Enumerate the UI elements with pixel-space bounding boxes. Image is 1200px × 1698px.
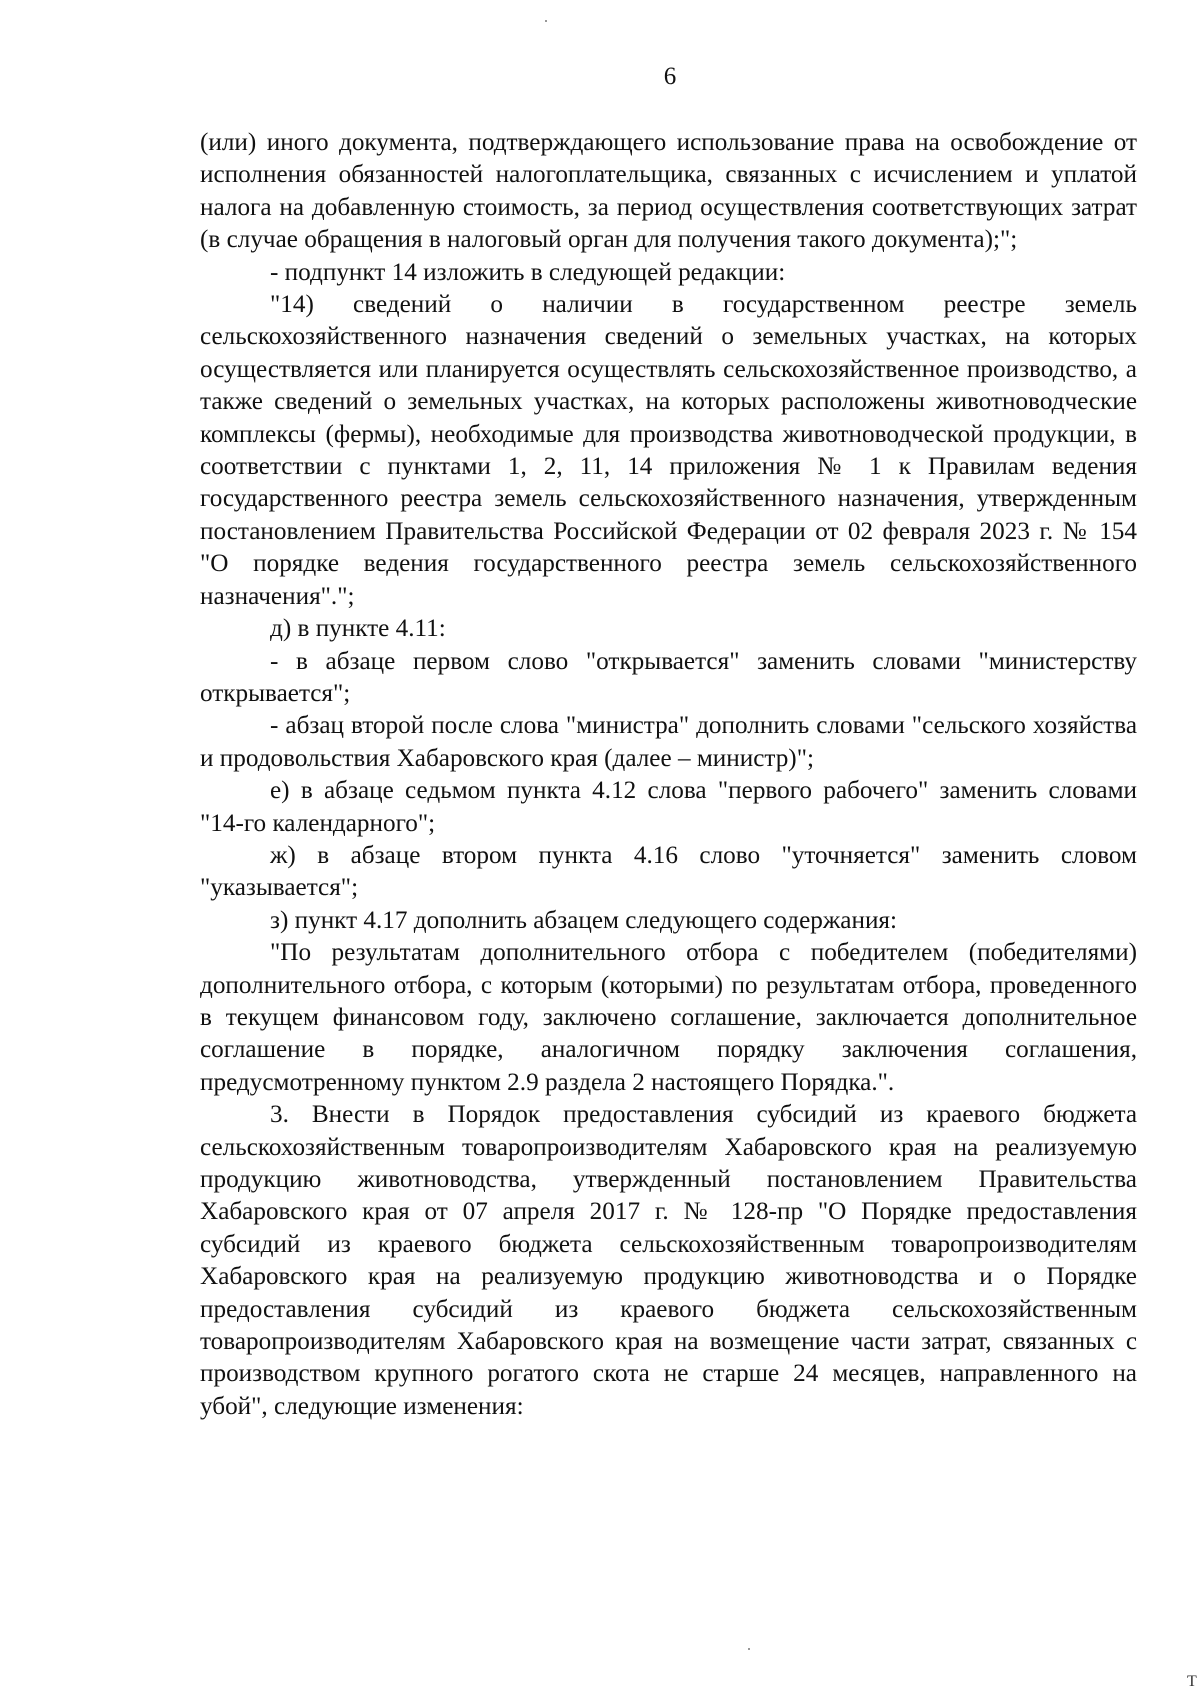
paragraph: з) пункт 4.17 дополнить абзацем следующего содержания:	[270, 906, 898, 934]
scan-speck	[748, 1648, 750, 1650]
document-body	[200, 127, 1137, 1423]
paragraph: д) в пункте 4.11:	[270, 615, 446, 643]
corner-mark: Т	[1187, 1673, 1197, 1690]
paragraph: (или) иного документа, подтверждающего использование права на освобождение от исполнения обязанностей налогоплательщика, связанных с исчислением и уплатой налога на добавленную стоимость, за период осуществления соответствующих затрат (в случае обращения в налоговый орган для получения такого документа);";	[200, 129, 1137, 254]
paragraph: ж) в абзаце втором пункта 4.16 слово "уточняется" заменить словом "указывается";	[200, 841, 1137, 902]
paragraph: "14) сведений о наличии в государственном реестре земель сельскохозяйственного назначения сведений о земельных участках, на которых осуществляется или планируется осуществлять сельскохозяйственное производство, а также сведений о земельных участках, на которых расположены животноводческие комплексы (фермы), необходимые для производства животноводческой продукции, в соответствии с пунктами 1, 2, 11, 14 приложения № 1 к Правилам ведения государственного реестра земель сельскохозяйственного назначения, утвержденным постановлением Правительства Российской Федерации от 02 февраля 2023 г. № 154 "О порядке ведения государственного реестра земель сельскохозяйственного назначения".";	[200, 291, 1137, 610]
paragraph: - абзац второй после слова "министра" дополнить словами "сельского хозяйства и продовольствия Хабаровского края (далее – министр)";	[200, 712, 1137, 772]
paragraph: - в абзаце первом слово "открывается" заменить словами "министерству открывается";	[200, 647, 1137, 707]
paragraph: "По результатам дополнительного отбора с победителем (победителями) дополнительного отбора, с которым (которыми) по результатам отбора, проведенного в текущем финансовом году, заключено соглашение, заключается дополнительное соглашение в порядке, аналогичном порядку заключения соглашения, предусмотренному пунктом 2.9 раздела 2 настоящего Порядка.".	[200, 939, 1137, 1096]
paragraph: 3. Внести в Порядок предоставления субсидий из краевого бюджета сельскохозяйственным товаропроизводителям Хабаровского края на реализуемую продукцию животноводства, утвержденный постановлением Правительства Хабаровского края от 07 апреля 2017 г. № 128-пр "О Порядке предоставления субсидий из краевого бюджета сельскохозяйственным товаропроизводителям Хабаровского края на реализуемую продукцию животноводства и о Порядке предоставления субсидий из краевого бюджета сельскохозяйственным товаропроизводителям Хабаровского края на возмещение части затрат, связанных с производством крупного рогатого скота не старше 24 месяцев, направленного на убой", следующие изменения:	[200, 1101, 1137, 1420]
scan-speck	[545, 20, 547, 22]
paragraph: е) в абзаце седьмом пункта 4.12 слова "первого рабочего" заменить словами "14-го календарного";	[200, 777, 1137, 837]
page-number: 6	[663, 63, 677, 90]
paragraph: - подпункт 14 изложить в следующей редакции:	[270, 258, 786, 286]
